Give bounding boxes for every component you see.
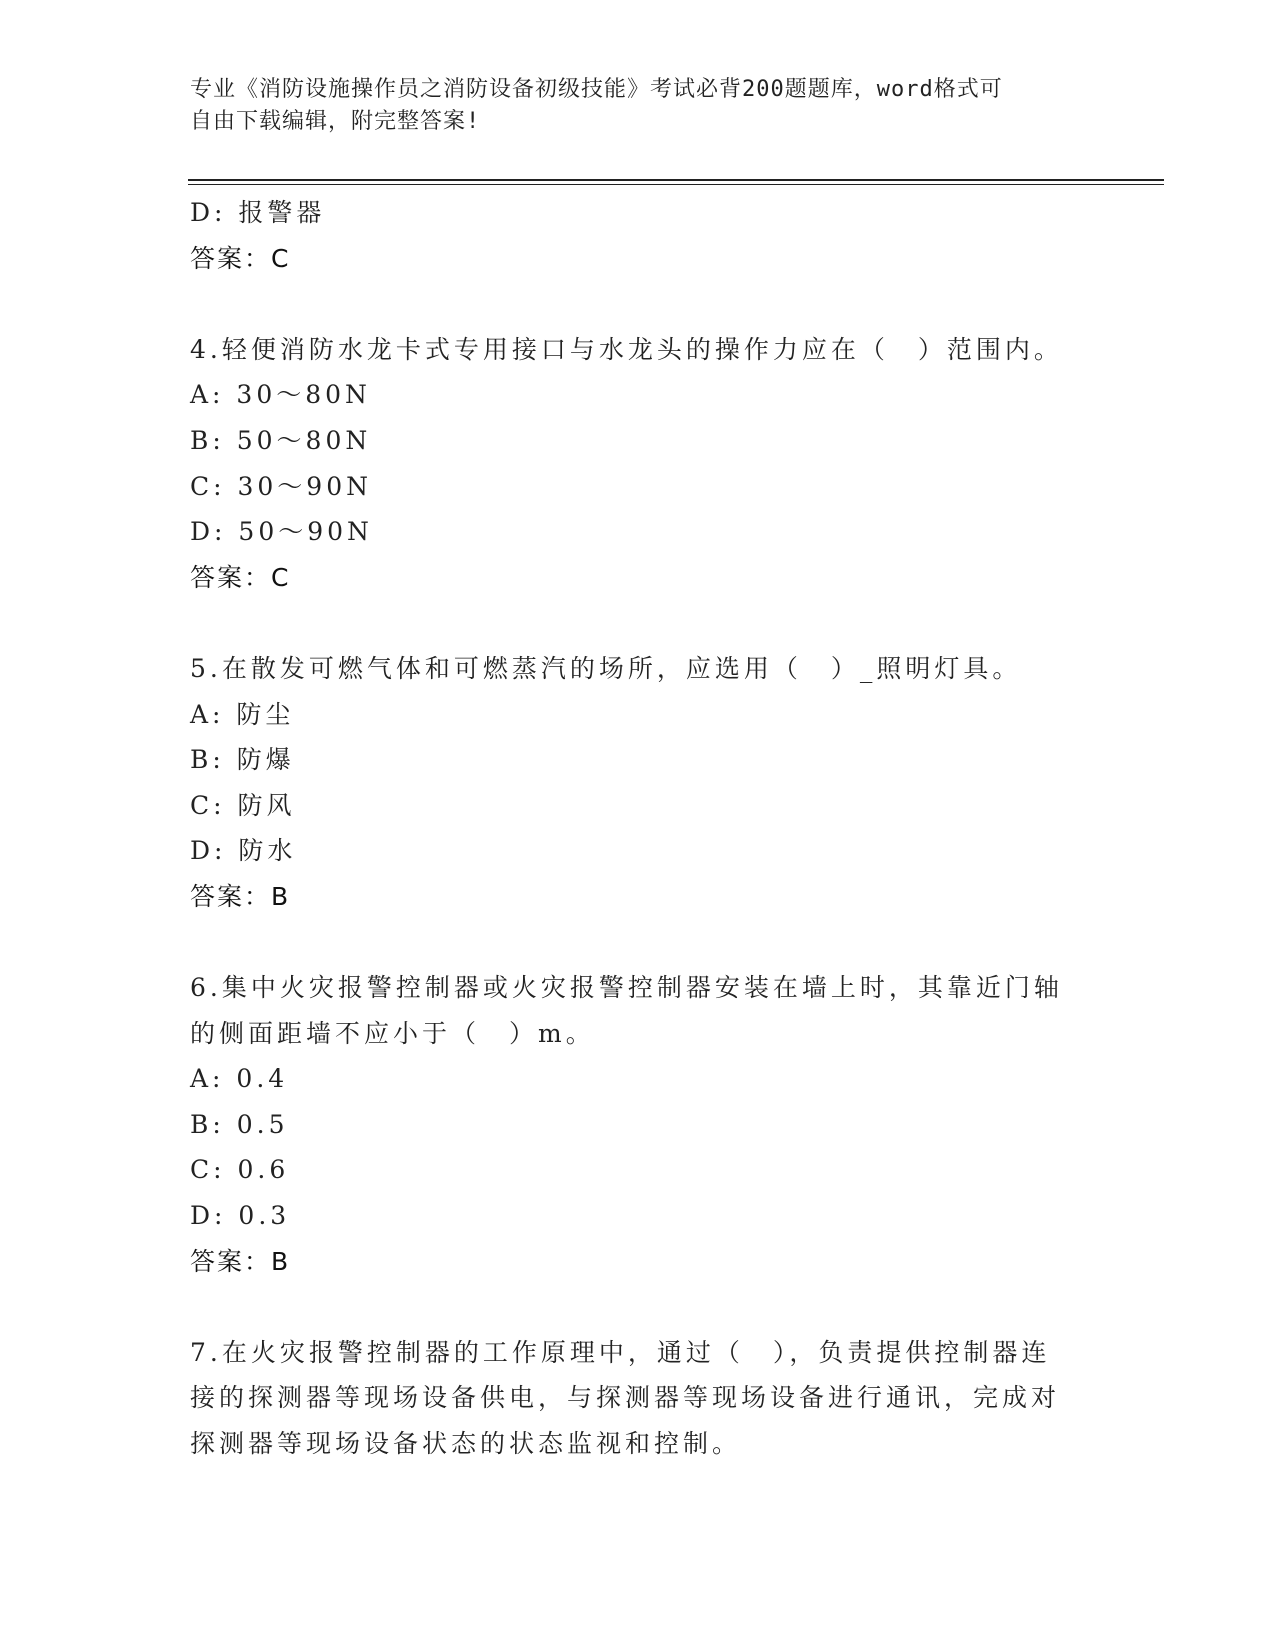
question-4	[190, 327, 1090, 601]
option-c: C: 30～90N	[190, 471, 372, 501]
option-c: C: 0.6	[190, 1155, 290, 1185]
question-7	[190, 1330, 1090, 1467]
question-text-line-3: 探测器等现场设备状态的状态监视和控制。	[190, 1429, 742, 1459]
option-a: A: 30～80N	[190, 380, 371, 410]
prev-question-tail	[190, 190, 1090, 281]
option-d: D: 防水	[190, 836, 297, 866]
spacer	[190, 600, 1090, 646]
header-divider-thick	[188, 179, 1164, 181]
question-text: 4.轻便消防水龙卡式专用接口与水龙头的操作力应在（ ）范围内。	[190, 334, 1063, 364]
answer-line: 答案：C	[190, 562, 291, 592]
option-d: D: 报警器	[190, 198, 326, 227]
option-a: A: 0.4	[190, 1064, 289, 1094]
option-b: B: 防爆	[190, 745, 295, 775]
question-5	[190, 646, 1090, 920]
option-d: D: 0.3	[190, 1201, 291, 1231]
option-b: B: 50～80N	[190, 425, 372, 455]
option-c: C: 防风	[190, 790, 296, 820]
answer-line: 答案：B	[190, 1246, 291, 1276]
header-title-line-1: 专业《消防设施操作员之消防设备初级技能》考试必背200题题库，word格式可	[190, 77, 1003, 102]
spacer	[190, 920, 1090, 966]
question-text-line-1: 6.集中火灾报警控制器或火灾报警控制器安装在墙上时，其靠近门轴	[190, 973, 1063, 1003]
option-d: D: 50～90N	[190, 517, 373, 547]
document-header	[190, 74, 1070, 138]
question-text-line-2: 的侧面距墙不应小于（ ）m。	[190, 1018, 595, 1048]
question-text: 5.在散发可燃气体和可燃蒸汽的场所，应选用（ ）_照明灯具。	[190, 653, 1022, 683]
question-text-line-1: 7.在火灾报警控制器的工作原理中，通过（ ），负责提供控制器连	[190, 1337, 1051, 1367]
option-b: B: 0.5	[190, 1109, 289, 1139]
answer-line: 答案：C	[190, 243, 291, 273]
answer-line: 答案：B	[190, 881, 291, 911]
spacer	[190, 281, 1090, 327]
spacer	[190, 1284, 1090, 1330]
header-divider-thin	[188, 184, 1164, 185]
question-list	[190, 190, 1090, 1467]
option-a: A: 防尘	[190, 699, 295, 729]
question-text-line-2: 接的探测器等现场设备供电，与探测器等现场设备进行通讯，完成对	[190, 1383, 1061, 1413]
question-6	[190, 965, 1090, 1284]
header-title-line-2: 自由下载编辑，附完整答案!	[190, 109, 481, 134]
